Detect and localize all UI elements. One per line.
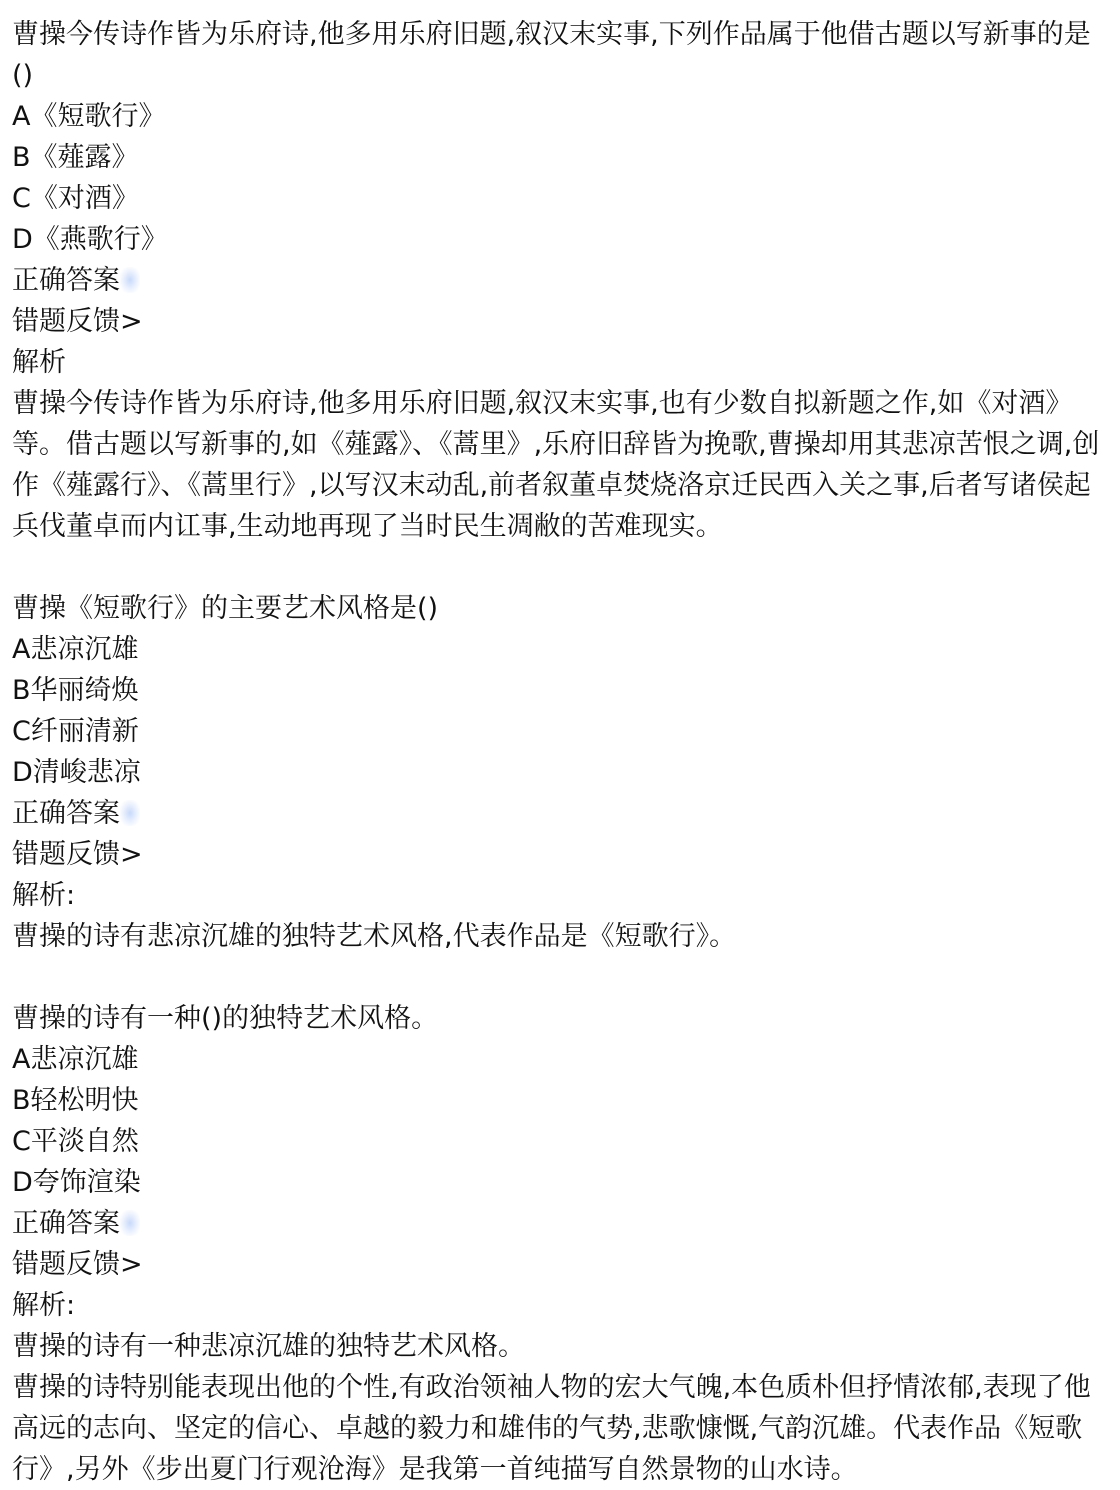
option-d[interactable]: D清峻悲凉 [12,757,141,788]
question-document [12,14,1102,1490]
error-feedback-link[interactable]: 错题反馈> [12,839,143,870]
option-c[interactable]: C纤丽清新 [12,716,139,747]
question-stem: 曹操《短歌行》的主要艺术风格是() [12,593,439,624]
answer-row [12,1203,1102,1244]
analysis-text: 曹操的诗有一种悲凉沉雄的独特艺术风格。 [12,1331,525,1362]
question-3 [12,998,1102,1490]
analysis-label: 解析: [12,880,76,911]
answer-row [12,793,1102,834]
question-1 [12,14,1102,547]
answer-label: 正确答案 [12,1208,120,1239]
option-a[interactable]: A《短歌行》 [12,101,166,132]
blurred-answer [120,1210,140,1236]
question-stem: 曹操的诗有一种()的独特艺术风格。 [12,1003,439,1034]
analysis-label: 解析: [12,1290,76,1321]
question-2 [12,588,1102,957]
error-feedback-link[interactable]: 错题反馈> [12,1249,143,1280]
analysis-text: 曹操今传诗作皆为乐府诗,他多用乐府旧题,叙汉末实事,也有少数自拟新题之作,如《对酒》等。借古题以写新事的,如《薤露》、《蒿里》,乐府旧辞皆为挽歌,曹操却用其悲凉苦恨之调,创作《薤露行》、《蒿里行》,以写汉末动乱,前者叙董卓焚烧洛京迁民西入关之事,后者写诸侯起兵伐董卓而内讧事,生动地再现了当时民生凋敝的苦难现实。 [12,388,1100,542]
option-d[interactable]: D夸饰渲染 [12,1167,141,1198]
question-stem: 曹操今传诗作皆为乐府诗,他多用乐府旧题,叙汉末实事,下列作品属于他借古题以写新事的是() [12,19,1091,91]
answer-row [12,260,1102,301]
blurred-answer [120,267,140,293]
option-b[interactable]: B轻松明快 [12,1085,139,1116]
option-a[interactable]: A悲凉沉雄 [12,1044,139,1075]
option-d[interactable]: D《燕歌行》 [12,224,168,255]
option-b[interactable]: B《薤露》 [12,142,139,173]
blurred-answer [120,800,140,826]
option-c[interactable]: C《对酒》 [12,183,139,214]
error-feedback-link[interactable]: 错题反馈> [12,306,143,337]
option-c[interactable]: C平淡自然 [12,1126,139,1157]
answer-label: 正确答案 [12,265,120,296]
analysis-text: 曹操的诗有悲凉沉雄的独特艺术风格,代表作品是《短歌行》。 [12,921,737,952]
answer-label: 正确答案 [12,798,120,829]
option-a[interactable]: A悲凉沉雄 [12,634,139,665]
option-b[interactable]: B华丽绮焕 [12,675,139,706]
analysis-label: 解析 [12,347,66,378]
analysis-text: 曹操的诗特别能表现出他的个性,有政治领袖人物的宏大气魄,本色质朴但抒情浓郁,表现了他高远的志向、坚定的信心、卓越的毅力和雄伟的气势,悲歌慷慨,气韵沉雄。代表作品《短歌行》,另外《步出夏门行观沧海》是我第一首纯描写自然景物的山水诗。 [12,1372,1091,1485]
